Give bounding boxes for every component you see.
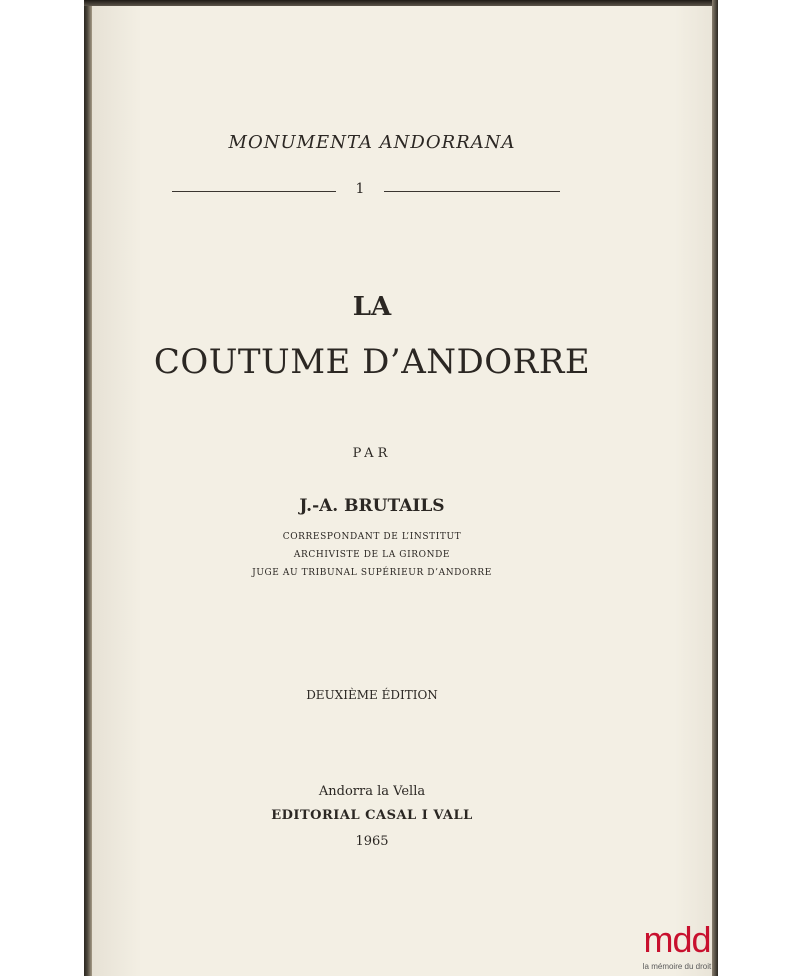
author-credential: ARCHIVISTE DE LA GIRONDE: [293, 550, 451, 560]
author-credential: JUGE AU TRIBUNAL SUPÉRIEUR D’ANDORRE: [252, 568, 492, 578]
author-credential: CORRESPONDANT DE L’INSTITUT: [282, 532, 462, 542]
rule-right: [384, 191, 560, 192]
volume-number: 1: [355, 181, 365, 197]
author-name: J.-A. BRUTAILS: [299, 496, 445, 516]
by-label: PAR: [352, 446, 392, 461]
series-title: MONUMENTA ANDORRANA: [228, 132, 516, 153]
publication-place: Andorra la Vella: [318, 784, 426, 799]
publication-year: 1965: [355, 834, 389, 849]
left-margin: [0, 0, 86, 976]
edition-label: DEUXIÈME ÉDITION: [306, 688, 438, 702]
book-spine-edge: [84, 0, 92, 976]
title-line-2: COUTUME D’ANDORRE: [153, 342, 591, 382]
watermark-tagline: la mémoire du droit: [642, 962, 712, 971]
rule-left: [172, 191, 336, 192]
title-page: [92, 6, 712, 976]
right-margin: [718, 0, 800, 976]
volume-rule: [172, 181, 572, 201]
title-line-1: LA: [352, 292, 392, 322]
mdd-logo-icon: mdd: [643, 919, 711, 960]
mdd-watermark-logo: [636, 920, 718, 976]
publisher-name: EDITORIAL CASAL I VALL: [271, 808, 473, 823]
